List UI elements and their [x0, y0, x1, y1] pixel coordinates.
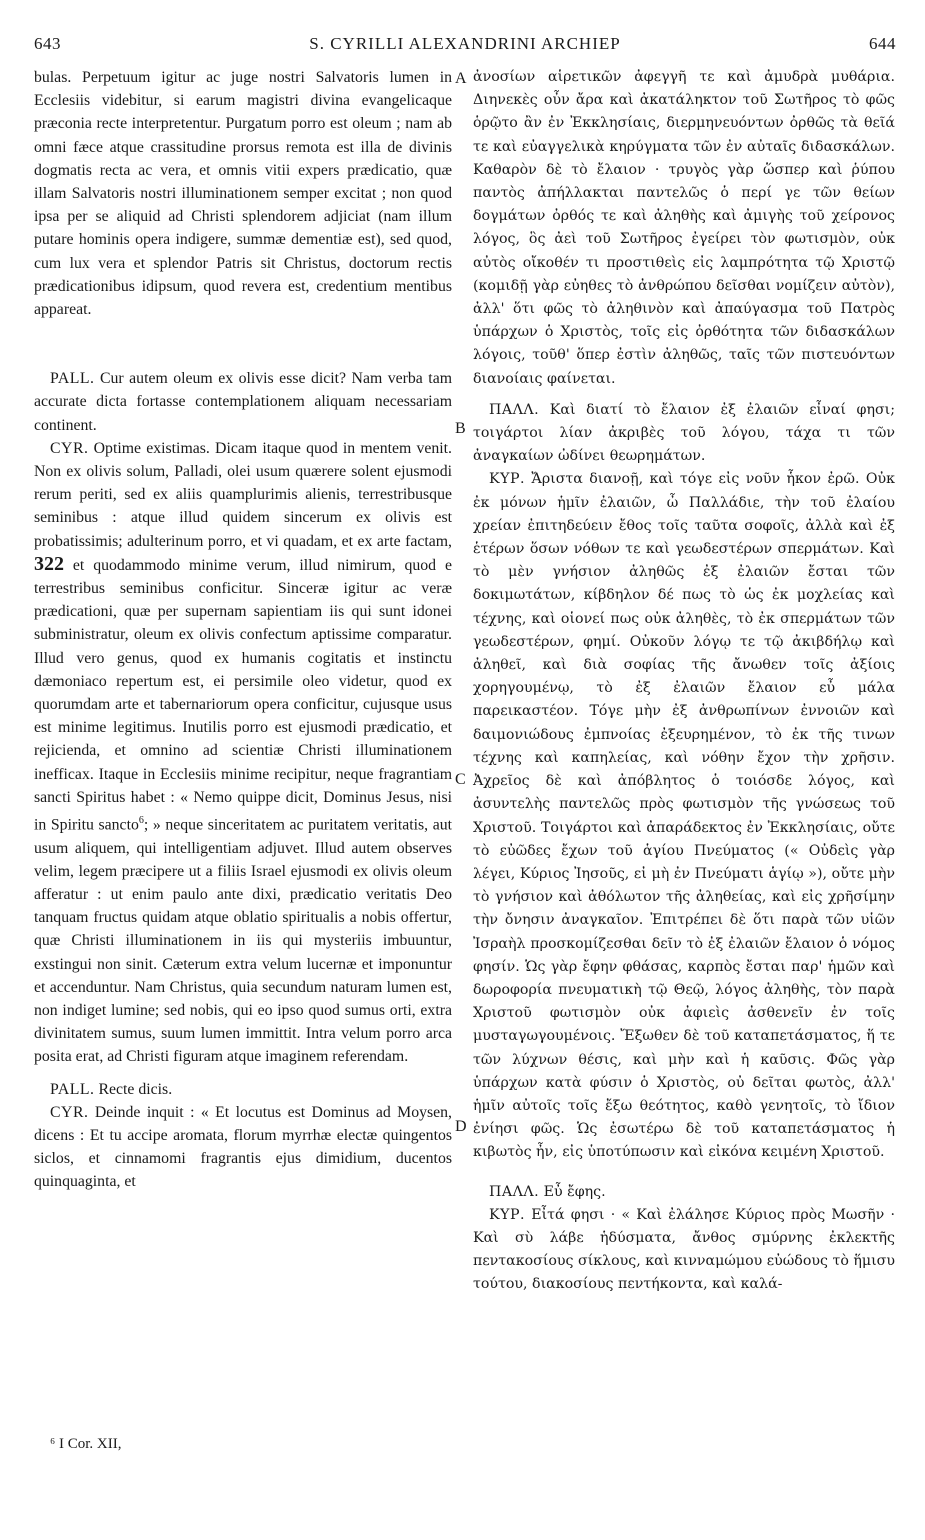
footnote: ⁶ I Cor. XII, [50, 1436, 122, 1452]
speech-text: Καὶ διατί τὸ ἔλαιον ἐξ ἐλαιῶν εἶναί φησι; τοιγάρτοι λίαν ἀκριβὲς τοῦ λόγου, τάχα τι τῶν ἀναγκαίων ὠδίνει θεωρημάτων. [473, 401, 895, 465]
greek-cyr-paragraph-2 [473, 1204, 895, 1297]
greek-pall-paragraph-1 [473, 399, 895, 469]
speech-text: Deinde inquit : « Et locutus est Dominus ad Moysen, dicens : Et tu accipe aromata, florum myrrhæ electæ quingentos siclos, et cinnamomi fragrantis ejus dimidium, ducentos quinquaginta, et [34, 1103, 452, 1191]
latin-column [34, 66, 452, 1194]
speech-text: Ἄριστα διανοῇ, καὶ τόγε εἰς νοῦν ἧκον ἐρῶ. Οὐκ ἐκ μόνων ἡμῖν ἐλαιῶν, ὦ Παλλάδιε, τὴν τοῦ ἐλαίου χρείαν ἐπιτηδεύειν ἔθος τοῖς ταῦτα σοφοῖς, ἀλλὰ καὶ ἐξ ἑτέρων ὅσων νόθων τε καὶ γεωδεστέρων σπερμάτων. Καὶ τὸ μὲν γνήσιον ἀληθῶς ἐξ ἐλαιῶν ἔσται τῶν δοκιμωτάτων, κίβδηλον δέ πως τὸ ὡς ἐκ μοχλείας καὶ τέχνης, καὶ οἱονεί πως οὐκ ἀληθὲς, τὸ ἐκ σπερμάτων τῶν γεωδεστέρων, φημί. Οὐκοῦν λόγῳ τε τῷ ἀκιβδήλῳ καὶ ἀληθεῖ, καὶ διὰ σοφίας τῆς ἄνωθεν τοῖς ἀξίοις χορηγουμένῳ, τὸ ἐξ ἐλαιῶν ἔλαιον εὖ μάλα παρεικαστέον. Τόγε μὴν ἐξ ἀνθρωπίνων ἐννοιῶν καὶ δαιμονιώδους ἐμπνοίας ἐξευρημένον, τὸ ἐκ τῆς τινων τέχνης καὶ καπηλείας, καὶ νόθην ἔχον τὴν χρῆσιν. Ἀχρεῖος δὲ καὶ ἀπόβλητος ὁ τοιόσδε λόγος, καὶ ἀσυντελὴς παντελῶς πρὸς φωτισμὸν τῆς γνώσεως τοῦ Χριστοῦ. Τοιγάρτοι καὶ ἀπαράδεκτος ἐν Ἐκκλησίαις, οὔτε τὸ εὐῶδες ἔχων τοῦ ἁγίου Πνεύματος (« Οὐδεὶς γὰρ λέγει, Κύριος Ἰησοῦς, εἰ μὴ ἐν Πνεύματι ἁγίῳ »), οὔτε μὴν τὸ γνήσιον καὶ ἀθόλωτον τῆς ἀληθείας, καὶ εἰς χρῆσίμην τὴν ὄνησιν ἀναγκαῖον. Ἐπιτρέπει δὲ ὅτι παρὰ τῶν υἱῶν Ἰσραὴλ προσκομίζεσθαι δεῖν τὸ ἐξ ἐλαιῶν ἔλαιον ὁ νόμος φησίν. Ὡς γὰρ ἔφην φθάσας, καρπὸς ἔσται παρ' ἡμῶν καὶ δωροφορία πνευματικὴ τῷ Θεῷ, λόγος ἀληθὴς, τὸν παρὰ Χριστοῦ φωτισμὸν οὐκ ἀφιεὶς ἀσθενεῖν ἐν τοῖς μυσταγωγουμένοις. Ἔξωθεν δὲ τοῦ καταπετάσματος, ἥ τε τῶν λύχνων θέσις, καὶ μὴν καὶ ἡ καῦσις. Φῶς γὰρ ὑπάρχων κατὰ φύσιν ὁ Χριστὸς, οὐ δεῖται φωτὸς, ἀλλ' ἡμῖν αὐτοῖς τοῖς ἔξω θεότητος, καθὸ γενητοῖς, τὸ ἴδιον ἐνίησι φῶς. Ὡς ἐσωτέρω δὲ τοῦ καταπετάσματος ἡ κιβωτὸς ἦν, εἰς ὑποτύπωσιν καὶ εἰκόνα κειμένη Χριστοῦ. [473, 471, 895, 1161]
latin-pall-paragraph-2 [34, 1078, 452, 1101]
right-page-number: 644 [868, 34, 896, 53]
cross-column-text: posita erat, ad Christi figuram atque imaginem referendam. [34, 1048, 409, 1066]
greek-pall-paragraph-2 [473, 1181, 895, 1204]
speech-text: Εὖ ἔφης. [543, 1183, 606, 1200]
section-marker-a: A [455, 70, 467, 87]
speech-text: Εἶτά φησι · « Καὶ ἐλάλησε Κύριος πρὸς Μωσῆν · Καὶ σὺ λάβε ἡδύσματα, ἄνθος σμύρνης ἐκλεκτῆς πεντακοσίους σίκλους, καὶ κινναμώμου εὐώδους τὸ ἥμισυ τούτου, διακοσίους πεντήκοντα, καὶ καλά- [473, 1206, 895, 1293]
section-marker-b: B [455, 420, 466, 437]
speaker-label: PALL. [50, 370, 95, 388]
section-marker-c: C [455, 771, 466, 788]
running-title: S. CYRILLI ALEXANDRINI ARCHIEP [309, 34, 621, 53]
left-page-number: 643 [34, 34, 61, 53]
speech-text: Optime existimas. Dicam itaque quod in mentem venit. Non ex olivis solum, Palladi, olei usum quærere solent ejusmodi rerum periti, sed ex aliis quamplurimis alienis, terrestribusque seminibus : atque illud quidem sincerum ex olivis est probatissimis; adulterinum porro, et vi quadam, et ex arte factam, [34, 439, 453, 550]
greek-paragraph-1: ἀνοσίων αἱρετικῶν ἀφεγγῆ τε καὶ ἀμυδρὰ μυθάρια. Διηνεκὲς οὖν ἄρα καὶ ἀκατάληκτον τοῦ Σωτῆρος τὸ φῶς ὁρῷτο ἂν ἐν Ἐκκλησίαις, διερμηνευόντων ὀρθῶς τὰ θεῖά τε καὶ εὐαγγελικὰ κηρύγματα τῶν ἐν αὐταῖς διδασκάλων. Καθαρὸν δὲ τὸ ἔλαιον · τρυγὸς γὰρ ὥσπερ καὶ ῥύπου παντὸς ἀπήλλακται παντελῶς ὁ περί γε τῶν θείων δογμάτων ὀρθός τε καὶ ἀληθὴς καὶ ἀμιγὴς τοῦ χείρονος λόγος, ὃς ἀεὶ τοῦ Σωτῆρος ἐγείρει τὸν φωτισμὸν, οὐκ αὐτὸς οἴκοθέν τι προστιθεὶς εἰς λαμπρότητα τῷ Χριστῷ (κομιδῇ γὰρ εὐηθες τὸ ἀνθρώπου δεῖσθαι νομίζειν αὐτὸν), ἀλλ' ὅτι φῶς τὸ ἀληθινὸν καὶ ἀπαύγασμα τοῦ Πατρὸς ὑπάρχων ὁ Χριστὸς, τοῖς εἰς ὀρθότητα τῶν διδασκάλων λόγοις, τοῦθ' ὅπερ ἐστὶν ἀληθῶς, ταῖς τῶν πιστευόντων διανοίαις φαίνεται. [473, 69, 895, 387]
footnote-ref: 6 [138, 815, 144, 827]
latin-cyr-paragraph-2 [34, 1101, 452, 1194]
column-number: 322 [34, 552, 64, 575]
latin-paragraph-1: bulas. Perpetuum igitur ac juge nostri Salvatoris lumen in Ecclesiis videbitur, si earum magistri divina evangelicaque præconia recte interpretentur. Purgatum porro est oleum ; nam ab omni fæce atque crassitudine prorsus remota est illa de divinis dogmatis recta ac vera, et omnis vitii expers prædicatio, quæ illam Salvatoris nostri illuminationem semper excitat ; non quod ipsa per se aliquid ad Christi splendorem adjiciat (nam illum putare hominis opera indigere, summæ dementiæ est), sed quod, cum lux vera et splendor Patris sit Christus, doctorum rectis prædicationibus idipsum, quod revera est, credentium mentibus appareat. [34, 69, 452, 319]
latin-pall-paragraph-1 [34, 367, 452, 437]
greek-column [473, 66, 895, 1297]
greek-cyr-paragraph-1 [473, 468, 895, 1164]
section-marker-d: D [455, 1118, 467, 1135]
speaker-label: ΠΑΛΛ. [489, 1183, 540, 1200]
speaker-label: ΠΑΛΛ. [489, 401, 540, 418]
speaker-label: ΚΥΡ. [489, 471, 526, 488]
speaker-label: ΚΥΡ. [489, 1206, 526, 1223]
speaker-label: CYR. [50, 1103, 89, 1121]
speaker-label: PALL. [50, 1080, 95, 1098]
latin-cyr-paragraph-1 [34, 437, 452, 1069]
speech-text: Cur autem oleum ex olivis esse dicit? Nam verba tam accurate dicta fortasse contemplationem aliquam necessariam continent. [34, 370, 452, 434]
speaker-label: CYR. [50, 439, 89, 457]
speech-text: ; » neque sinceritatem ac puritatem veritatis, aut usum aliquem, qui intelligentiam adjuvet. Illud autem observes velim, legem præcipere ut a filiis Israel ejusmodi ex olivis oleum afferatur : ut enim paulo ante dixi, prædicatio veritatis Deo tanquam fructus quidam atque oblatio spiritualis a nobis offertur, quæ Christi illuminationem in iis qui mysteriis imbuuntur, exstingui non sinit. Cæterum extra velum lucernæ et imponuntur et accenduntur. Nam Christus, quia secundum naturam lumen est, non indiget lumine; sed nobis, qui eo ipso quod sumus orti, extra divinitatem sumus, suum lumen immittit. Intra velum porro arca [34, 816, 452, 1043]
running-header [34, 34, 896, 60]
speech-text: et quodammodo minime verum, illud nimirum, quod e terrestribus seminibus conficitur. Sinceræ igitur ac veræ prædicationi, quæ per supernam sapientiam iis qui sunt idonei subministratur, oleum ex olivis confectum aptissime comparatur. Illud vero genus, quod ex humanis cogitatis et instinctu dæmoniaco repertum est, ei persimile oleo videtur, quod ex quorumdam arte et tabernariorum opera conficitur, cujusque usus est minime legitimus. Inutilis porro est ejusmodi prædicatio, et rejicienda, et omnino ad scientiæ Christi illuminationem inefficax. Itaque in Ecclesiis minime recipitur, neque fragrantiam sancti Spiritus habet : « Nemo quippe dicit, Dominus Jesus, nisi in Spiritu sancto [34, 556, 452, 834]
speech-text: Recte dicis. [98, 1080, 173, 1098]
